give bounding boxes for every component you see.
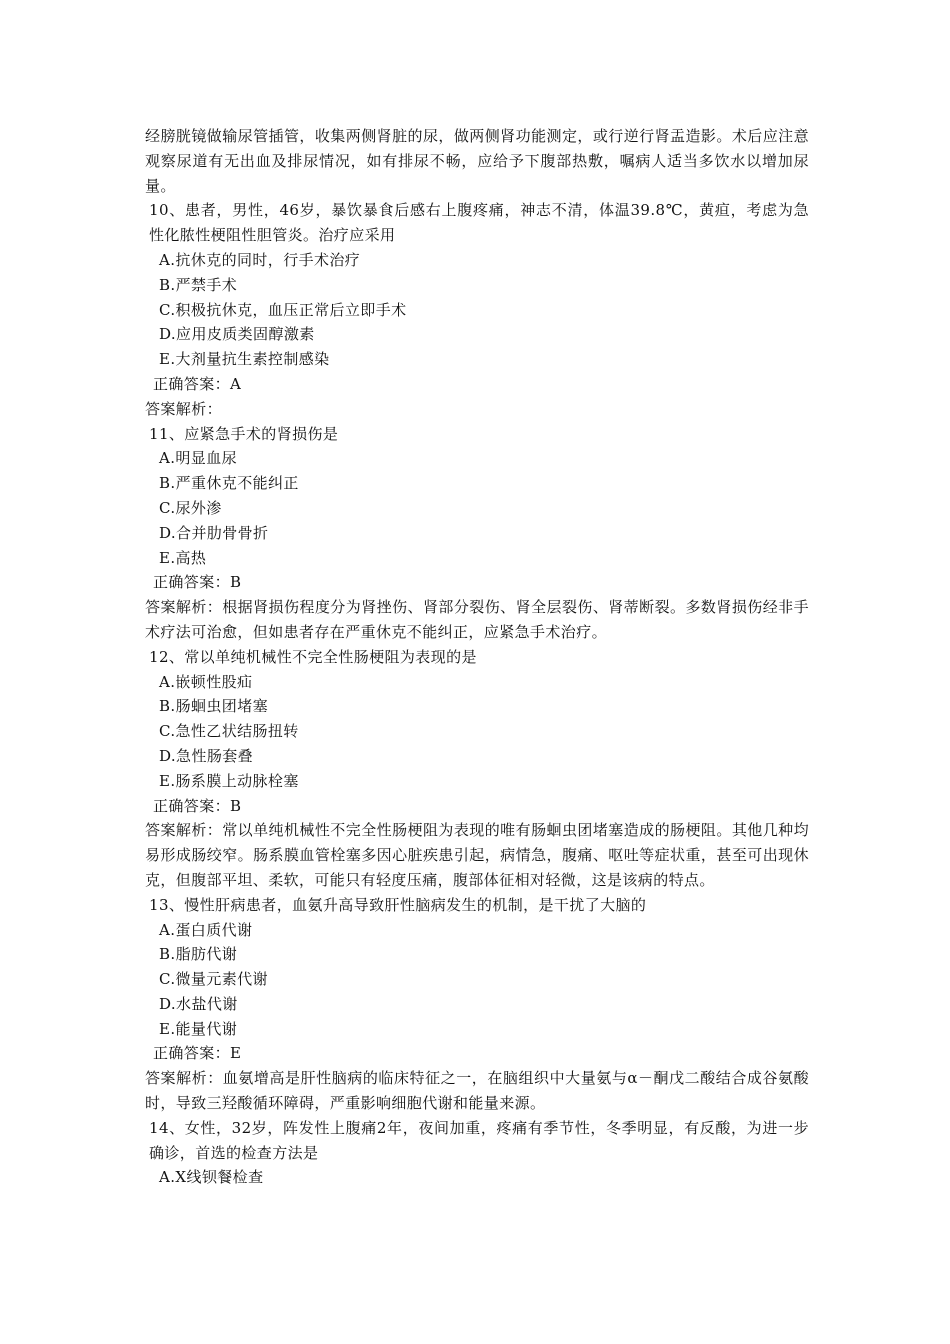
option-a: A.嵌顿性股疝 [159, 672, 253, 691]
option-c: C.尿外渗 [159, 498, 222, 517]
answer-analysis: 答案解析：根据肾损伤程度分为肾挫伤、肾部分裂伤、肾全层裂伤、肾蒂断裂。多数肾损伤经非手术疗法可治愈，但如患者存在严重休克不能纠正，应紧急手术治疗。 [145, 598, 809, 641]
option-c: C.积极抗休克，血压正常后立即手术 [159, 300, 407, 319]
answer-analysis: 答案解析：常以单纯机械性不完全性肠梗阻为表现的唯有肠蛔虫团堵塞造成的肠梗阻。其他几种均易形成肠绞窄。肠系膜血管栓塞多因心脏疾患引起，病情急，腹痛、呕吐等症状重，甚至可出现休克，但腹部平坦、柔软，可能只有轻度压痛，腹部体征相对轻微，这是该病的特点。 [145, 821, 809, 889]
question-stem: 11、应紧急手术的肾损伤是 [149, 424, 339, 443]
option-a: A.明显血尿 [159, 449, 238, 468]
option-d: D.应用皮质类固醇激素 [159, 325, 315, 344]
question-14 [145, 1116, 809, 1190]
question-12 [145, 645, 809, 893]
option-d: D.急性肠套叠 [159, 746, 254, 765]
correct-answer: 正确答案：B [153, 796, 242, 815]
question-11 [145, 422, 809, 645]
correct-answer: 正确答案：B [153, 573, 242, 592]
option-e: E.高热 [159, 548, 207, 567]
correct-answer: 正确答案：E [153, 1044, 242, 1063]
question-13 [145, 893, 809, 1116]
option-b: B.肠蛔虫团堵塞 [159, 697, 268, 716]
option-a: A.蛋白质代谢 [159, 920, 253, 939]
question-10 [145, 198, 809, 421]
document-page [145, 124, 809, 1190]
question-stem: 12、常以单纯机械性不完全性肠梗阻为表现的是 [149, 647, 477, 666]
option-b: B.严禁手术 [159, 275, 238, 294]
answer-analysis: 答案解析： [145, 399, 223, 418]
option-c: C.急性乙状结肠扭转 [159, 722, 299, 741]
correct-answer: 正确答案：A [153, 374, 242, 393]
option-a: A.X线钡餐检查 [159, 1168, 264, 1187]
intro-paragraph: 经膀胱镜做输尿管插管，收集两侧肾脏的尿，做两侧肾功能测定，或行逆行肾盂造影。术后应注意观察尿道有无出血及排尿情况，如有排尿不畅，应给予下腹部热敷，嘱病人适当多饮水以增加尿量。 [145, 127, 809, 195]
option-e: E.能量代谢 [159, 1019, 238, 1038]
option-d: D.水盐代谢 [159, 994, 238, 1013]
question-stem: 10、患者，男性，46岁，暴饮暴食后感右上腹疼痛，神志不清，体温39.8℃，黄疸，考虑为急性化脓性梗阻性胆管炎。治疗应采用 [149, 201, 809, 245]
question-stem: 13、慢性肝病患者，血氨升高导致肝性脑病发生的机制，是干扰了大脑的 [149, 895, 647, 914]
option-d: D.合并肋骨骨折 [159, 523, 269, 542]
option-b: B.严重休克不能纠正 [159, 474, 299, 493]
option-b: B.脂肪代谢 [159, 945, 238, 964]
option-c: C.微量元素代谢 [159, 970, 268, 989]
option-e: E.肠系膜上动脉栓塞 [159, 771, 299, 790]
option-e: E.大剂量抗生素控制感染 [159, 350, 330, 369]
question-stem: 14、女性，32岁，阵发性上腹痛2年，夜间加重，疼痛有季节性，冬季明显，有反酸，为进一步确诊，首选的检查方法是 [149, 1118, 809, 1162]
option-a: A.抗休克的同时，行手术治疗 [159, 250, 361, 269]
answer-analysis: 答案解析：血氨增高是肝性脑病的临床特征之一，在脑组织中大量氨与α－酮戊二酸结合成谷氨酸时，导致三羟酸循环障碍，严重影响细胞代谢和能量来源。 [145, 1069, 809, 1113]
